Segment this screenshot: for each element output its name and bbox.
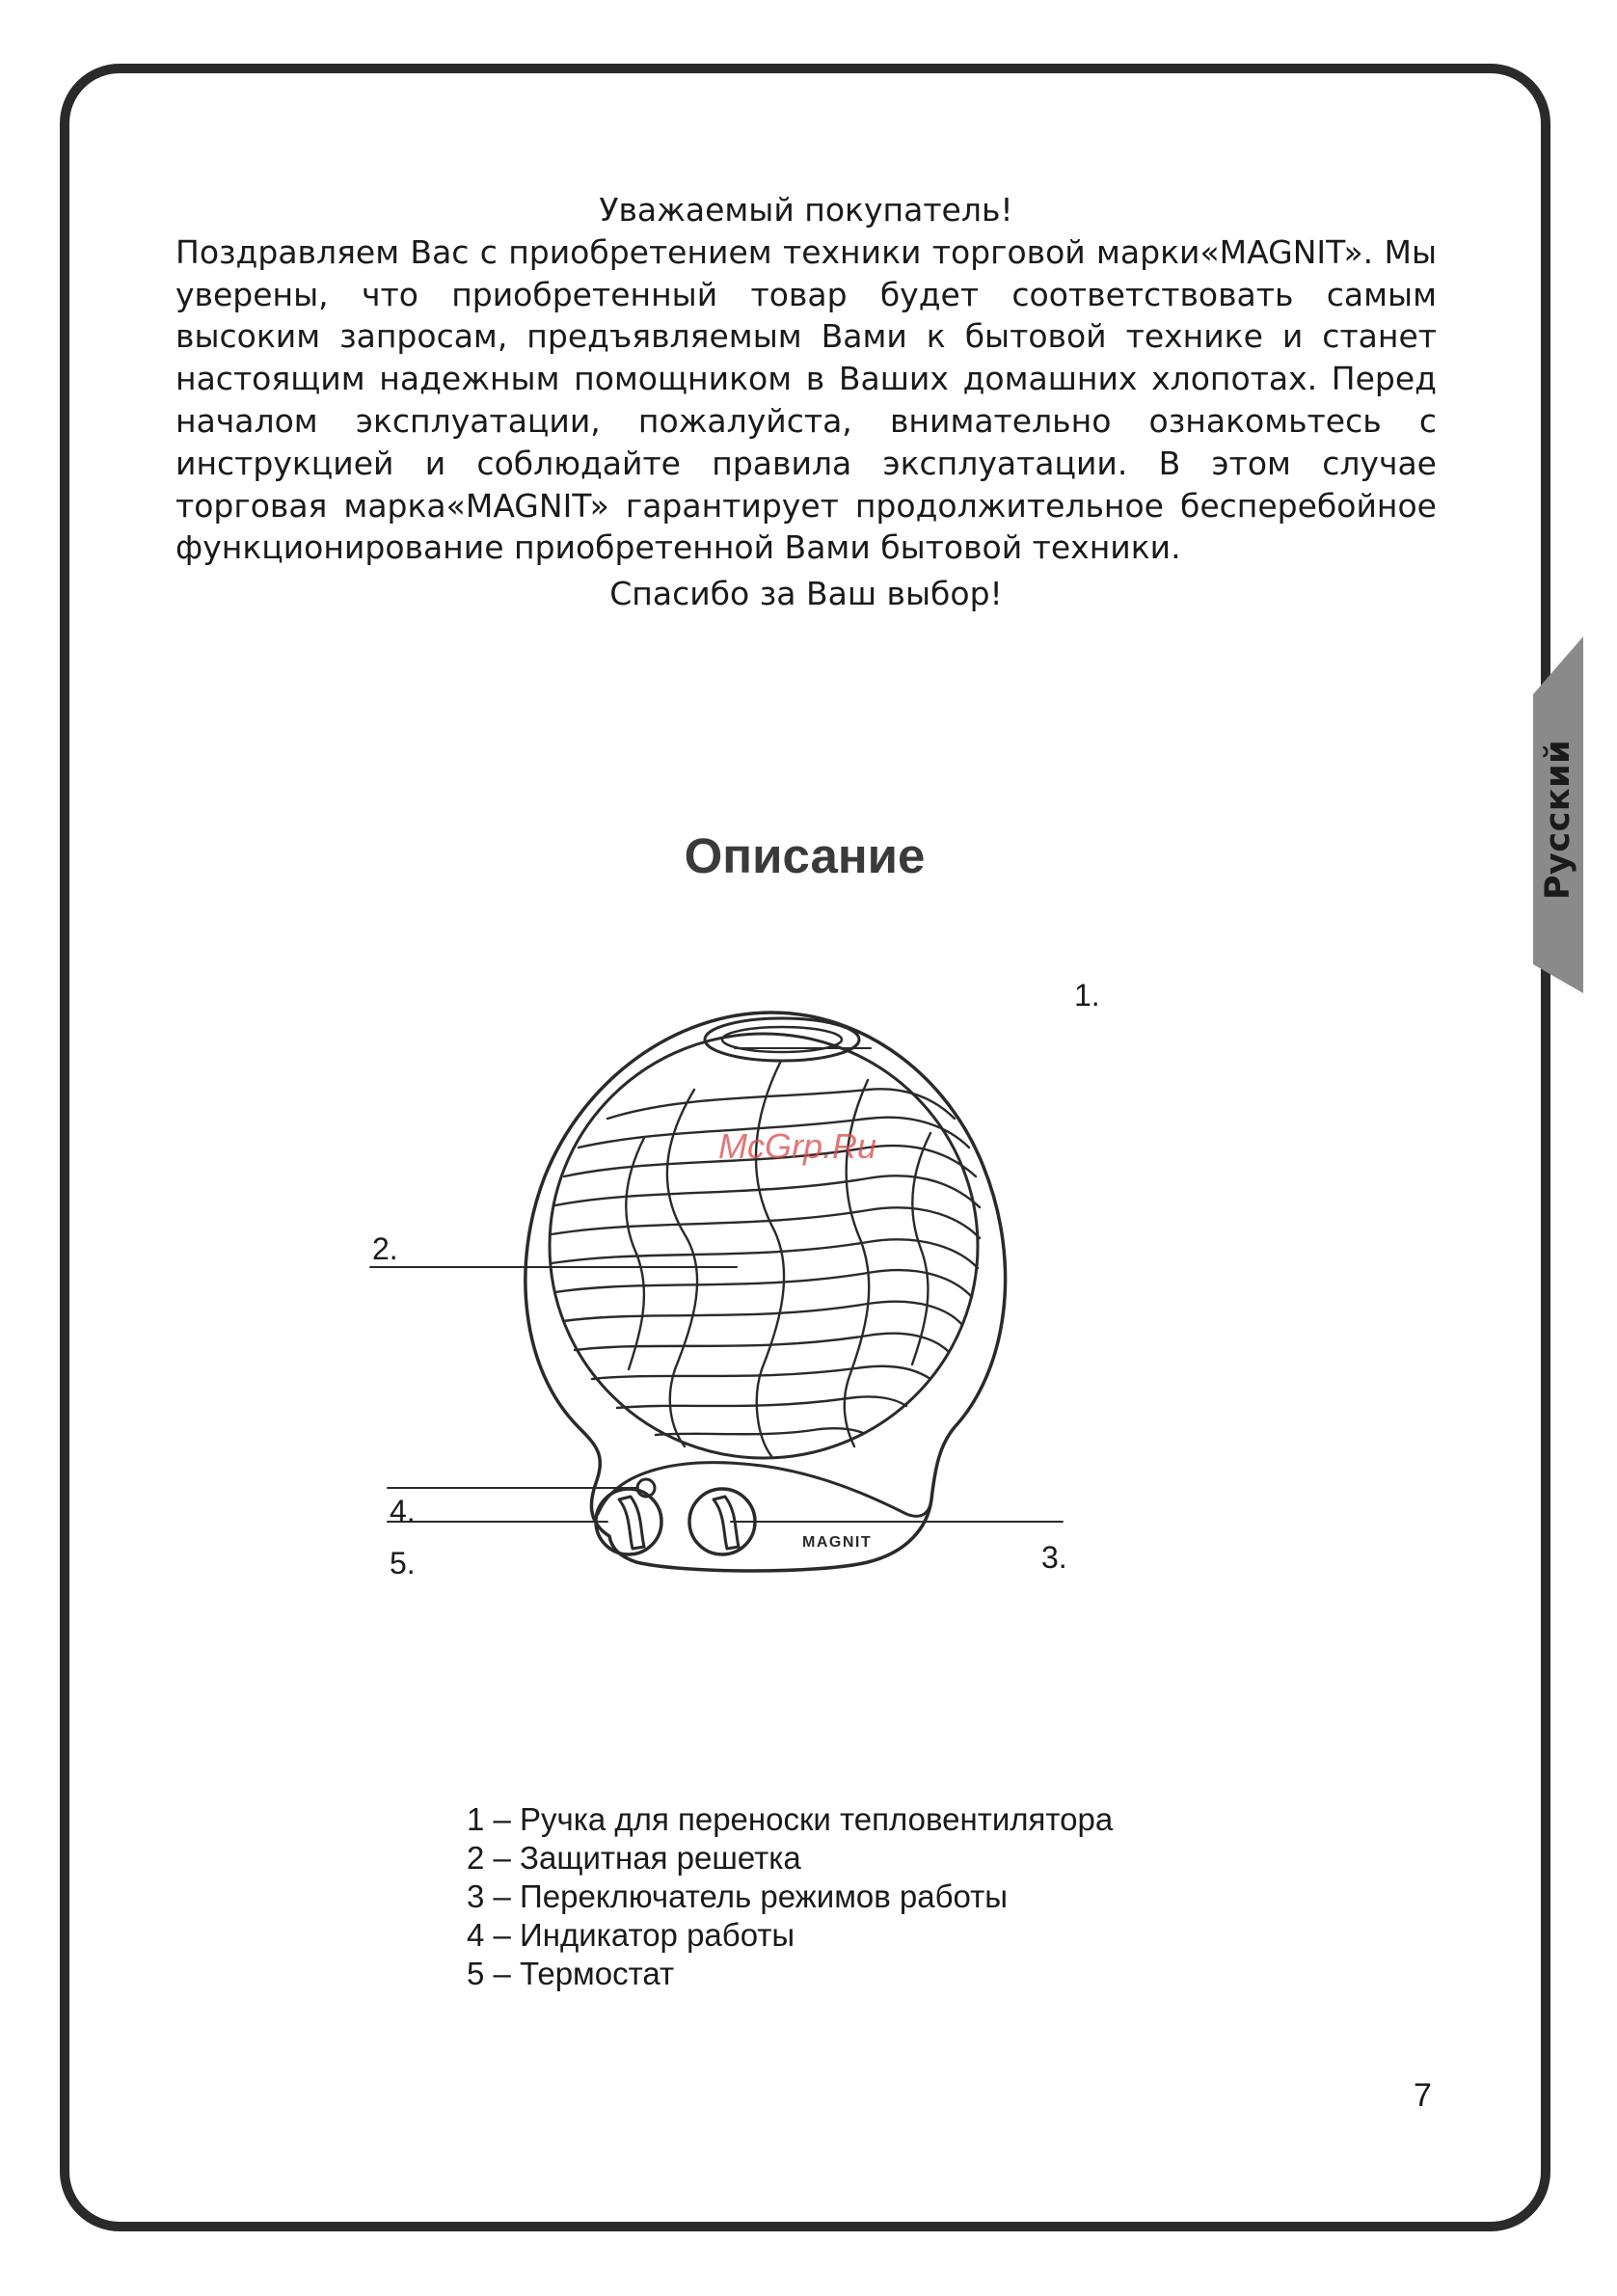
legend-item: 3 – Переключатель режимов работы: [467, 1878, 1008, 1914]
legend-item: 1 – Ручка для переноски тепловентилятора: [467, 1801, 1114, 1837]
greeting-body: Поздравляем Вас с приобретением техники торговой марки«MAGNIT». Мы уверены, что приобретенный товар будет соответствовать самым высоким запросам, предъявляемым Вами к бытовой технике и станет настоящим надежным помощником в Ваших домашних хлопотах. Перед началом эксплуатации, пожалуйста, внимательно ознакомьтесь с инструкцией и соблюдайте правила эксплуатации. В этом случае торговая марка«MAGNIT» гарантирует продолжительное бесперебойное функционирование приобретенной Вами бытовой техники.: [175, 232, 1437, 567]
callout-5: 5.: [390, 1546, 416, 1580]
greeting-thanks: Спасибо за Ваш выбор!: [609, 575, 1003, 613]
watermark: McGrp.Ru: [718, 1126, 877, 1166]
section-title-wrapper: [0, 827, 1617, 884]
language-tab-label: Русский: [1539, 739, 1578, 901]
callout-3: 3.: [1041, 1540, 1067, 1575]
thermostat-knob-grip: [619, 1497, 644, 1549]
greeting-salutation: Уважаемый покупатель!: [599, 191, 1013, 229]
legend-list: [467, 1800, 1113, 1993]
legend-item: 2 – Защитная решетка: [467, 1840, 801, 1876]
handle-outer: [705, 1018, 859, 1061]
page-number: 7: [1414, 2077, 1432, 2114]
callout-1: 1.: [1074, 978, 1100, 1013]
callout-2: 2.: [372, 1231, 398, 1266]
callout-4: 4.: [390, 1494, 416, 1528]
greeting-block: [175, 189, 1437, 615]
legend-item: 5 – Термостат: [467, 1956, 675, 1991]
brand-logo: MAGNIT: [802, 1534, 873, 1551]
control-panel-outline: [598, 1463, 931, 1517]
section-title: Описание: [684, 828, 926, 883]
legend-item: 4 – Индикатор работы: [467, 1917, 795, 1953]
heater-diagram: [366, 974, 1118, 1630]
